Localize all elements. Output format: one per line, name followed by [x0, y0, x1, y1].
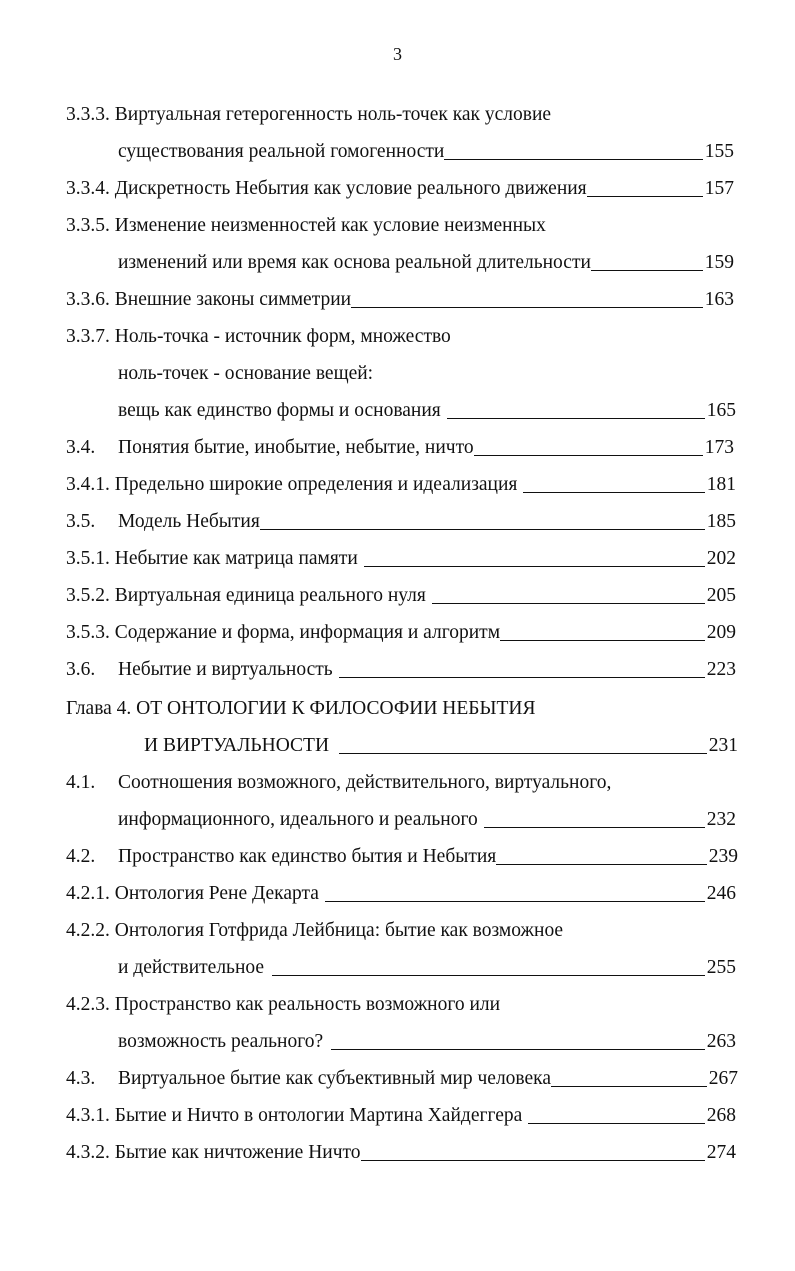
toc-page-number: 255 — [706, 957, 736, 978]
toc-page-number: 274 — [706, 1142, 736, 1163]
toc-entry-text: изменений или время как основа реальной длительности — [118, 252, 591, 273]
toc-page-number: 263 — [706, 1031, 736, 1052]
toc-line — [66, 994, 500, 1016]
leader-line — [474, 455, 703, 456]
toc-line — [66, 772, 611, 794]
leader-line — [260, 529, 705, 530]
toc-page-number: 231 — [708, 735, 738, 756]
toc-line — [118, 1031, 736, 1053]
toc-page-number: 165 — [706, 400, 736, 421]
toc-page-number: 185 — [706, 511, 736, 532]
leader-line — [444, 159, 702, 160]
toc-line — [66, 474, 736, 496]
toc-page-number: 157 — [704, 178, 734, 199]
toc-line — [66, 1068, 738, 1090]
toc-entry-text: И ВИРТУАЛЬНОСТИ — [144, 735, 330, 756]
toc-entry-text: 4.2.1. Онтология Рене Декарта — [66, 883, 319, 904]
toc-entry-text: 3.4.1. Предельно широкие определения и идеализация — [66, 474, 518, 495]
toc-page-number: 159 — [704, 252, 734, 273]
toc-line — [66, 289, 734, 311]
toc-entry-text: Глава 4. ОТ ОНТОЛОГИИ К ФИЛОСОФИИ НЕБЫТИЯ — [66, 698, 536, 719]
toc-line — [66, 622, 736, 644]
toc-entry-text: Небытие и виртуальность — [118, 659, 333, 680]
leader-line — [591, 270, 703, 271]
toc-line — [66, 585, 736, 607]
toc-entry-text: вещь как единство формы и основания — [118, 400, 441, 421]
toc-line — [66, 215, 546, 237]
section-number: 3.4. — [66, 437, 96, 458]
leader-line — [500, 640, 705, 641]
toc-line — [118, 957, 736, 979]
toc-page-number: 268 — [706, 1105, 736, 1126]
section-number: 3.6. — [66, 659, 96, 680]
leader-line — [496, 864, 706, 865]
leader-line — [528, 1123, 704, 1124]
toc-entry-text: Соотношения возможного, действительного, виртуального, — [118, 772, 612, 793]
leader-line — [339, 753, 707, 754]
toc-entry-text: 3.3.3. Виртуальная гетерогенность ноль-точек как условие — [66, 104, 552, 125]
leader-line — [447, 418, 705, 419]
toc-line — [66, 1105, 736, 1127]
leader-line — [351, 307, 703, 308]
leader-line — [484, 827, 705, 828]
leader-line — [364, 566, 705, 567]
toc-entry-text: 4.2.2. Онтология Готфрида Лейбница: бытие как возможное — [66, 920, 564, 941]
toc-page-number: 246 — [706, 883, 736, 904]
toc-entry-text: 3.5.3. Содержание и форма, информация и алгоритм — [66, 622, 501, 643]
toc-entry-text: Понятия бытие, инобытие, небытие, ничто — [118, 437, 474, 458]
leader-line — [339, 677, 705, 678]
toc-page-number: 205 — [706, 585, 736, 606]
toc-page-number: 173 — [704, 437, 734, 458]
toc-entry-text: 4.2.3. Пространство как реальность возможного или — [66, 994, 501, 1015]
leader-line — [331, 1049, 705, 1050]
toc-line — [144, 735, 738, 757]
toc-line — [66, 1142, 736, 1164]
leader-line — [587, 196, 703, 197]
toc-line — [66, 104, 551, 126]
toc-entry-text: 3.3.4. Дискретность Небытия как условие реального движения — [66, 178, 587, 199]
section-number: 3.5. — [66, 511, 96, 532]
toc-line — [118, 363, 373, 385]
toc-line — [66, 920, 563, 942]
toc-line — [118, 141, 734, 163]
toc-entry-text: 3.5.2. Виртуальная единица реального нуля — [66, 585, 426, 606]
toc-entry-text: существования реальной гомогенности — [118, 141, 445, 162]
leader-line — [325, 901, 705, 902]
toc-line — [66, 511, 736, 533]
leader-line — [551, 1086, 707, 1087]
toc-line — [66, 437, 734, 459]
toc-page-number: 202 — [706, 548, 736, 569]
toc-page-number: 155 — [704, 141, 734, 162]
toc-entry-text: Виртуальное бытие как субъективный мир человека — [118, 1068, 552, 1089]
toc-entry-text: Пространство как единство бытия и Небытия — [118, 846, 497, 867]
toc-line — [66, 846, 738, 868]
section-number: 4.2. — [66, 846, 96, 867]
leader-line — [361, 1160, 705, 1161]
toc-line — [66, 883, 736, 905]
leader-line — [432, 603, 705, 604]
toc-line — [66, 548, 736, 570]
toc-line — [66, 659, 736, 681]
toc-entry-text: информационного, идеального и реального — [118, 809, 478, 830]
leader-line — [523, 492, 704, 493]
toc-page-number: 181 — [706, 474, 736, 495]
toc-entry-text: возможность реального? — [118, 1031, 324, 1052]
toc-entry-text: 4.3.1. Бытие и Ничто в онтологии Мартина Хайдеггера — [66, 1105, 523, 1126]
toc-entry-text: 3.3.7. Ноль-точка - источник форм, множество — [66, 326, 451, 347]
toc-page-number: 163 — [704, 289, 734, 310]
section-number: 4.1. — [66, 772, 96, 793]
toc-entry-text: 3.3.6. Внешние законы симметрии — [66, 289, 352, 310]
chapter-heading — [66, 698, 535, 720]
toc-entry-text: 3.5.1. Небытие как матрица памяти — [66, 548, 358, 569]
toc-line — [66, 178, 734, 200]
toc-page-number: 209 — [706, 622, 736, 643]
toc-page-number: 223 — [706, 659, 736, 680]
toc-line — [66, 326, 451, 348]
toc-line — [118, 809, 736, 831]
toc-entry-text: Модель Небытия — [118, 511, 260, 532]
toc-entry-text: и действительное — [118, 957, 265, 978]
page-number: 3 — [393, 44, 402, 64]
toc-entry-text: 3.3.5. Изменение неизменностей как условие неизменных — [66, 215, 546, 236]
section-number: 4.3. — [66, 1068, 96, 1089]
toc-line — [118, 400, 736, 422]
toc-entry-text: 4.3.2. Бытие как ничтожение Ничто — [66, 1142, 361, 1163]
toc-page-number: 239 — [708, 846, 738, 867]
toc-page-number: 267 — [708, 1068, 738, 1089]
toc-page-number: 232 — [706, 809, 736, 830]
toc-entry-text: ноль-точек - основание вещей: — [118, 363, 374, 384]
toc-line — [118, 252, 734, 274]
leader-line — [272, 975, 705, 976]
